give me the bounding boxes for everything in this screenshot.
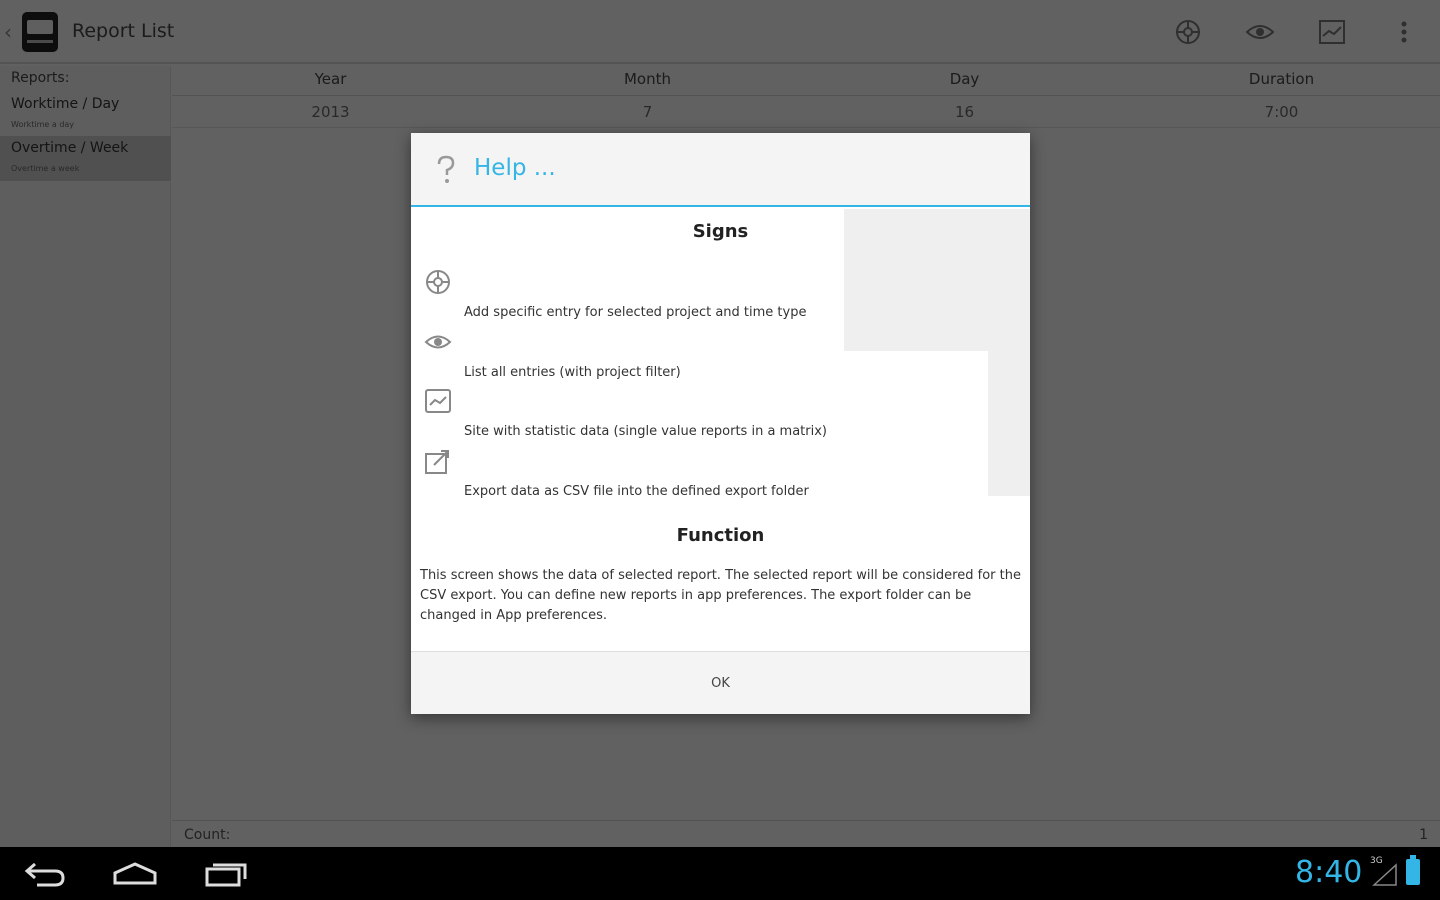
sign-description: Site with statistic data (single value reports in a matrix) bbox=[464, 424, 827, 439]
list-entries-icon bbox=[424, 328, 452, 356]
recent-apps-icon[interactable] bbox=[196, 857, 256, 891]
clock: 8:40 bbox=[1295, 855, 1363, 890]
home-icon[interactable] bbox=[105, 857, 165, 891]
dialog-footer bbox=[411, 651, 1030, 714]
signs-heading: Signs bbox=[692, 221, 749, 242]
signal-icon bbox=[1370, 859, 1400, 889]
sign-description: Add specific entry for selected project and time type bbox=[464, 305, 807, 320]
function-description: This screen shows the data of selected report. The selected report will be considered for the CSV export. You can define new reports in app preferences. The export folder can be changed in App preferences. bbox=[420, 568, 1021, 623]
statistics-icon bbox=[424, 387, 452, 415]
dialog-title: Help ... bbox=[474, 155, 556, 181]
ok-button[interactable]: OK bbox=[411, 652, 1030, 715]
help-icon bbox=[435, 155, 457, 185]
add-entry-icon bbox=[424, 268, 452, 296]
battery-charging-icon bbox=[1406, 859, 1420, 885]
dialog-body[interactable] bbox=[411, 209, 1030, 639]
system-nav-bar bbox=[0, 847, 1440, 900]
help-dialog bbox=[411, 133, 1030, 714]
export-icon bbox=[424, 447, 452, 475]
network-type-label: 3G bbox=[1370, 856, 1383, 866]
webview-gray-area bbox=[988, 351, 1030, 496]
sign-description: List all entries (with project filter) bbox=[464, 365, 681, 380]
dialog-header bbox=[411, 133, 1030, 207]
function-heading: Function bbox=[676, 525, 765, 546]
sign-description: Export data as CSV file into the defined export folder bbox=[464, 484, 809, 499]
back-icon[interactable] bbox=[15, 857, 75, 891]
